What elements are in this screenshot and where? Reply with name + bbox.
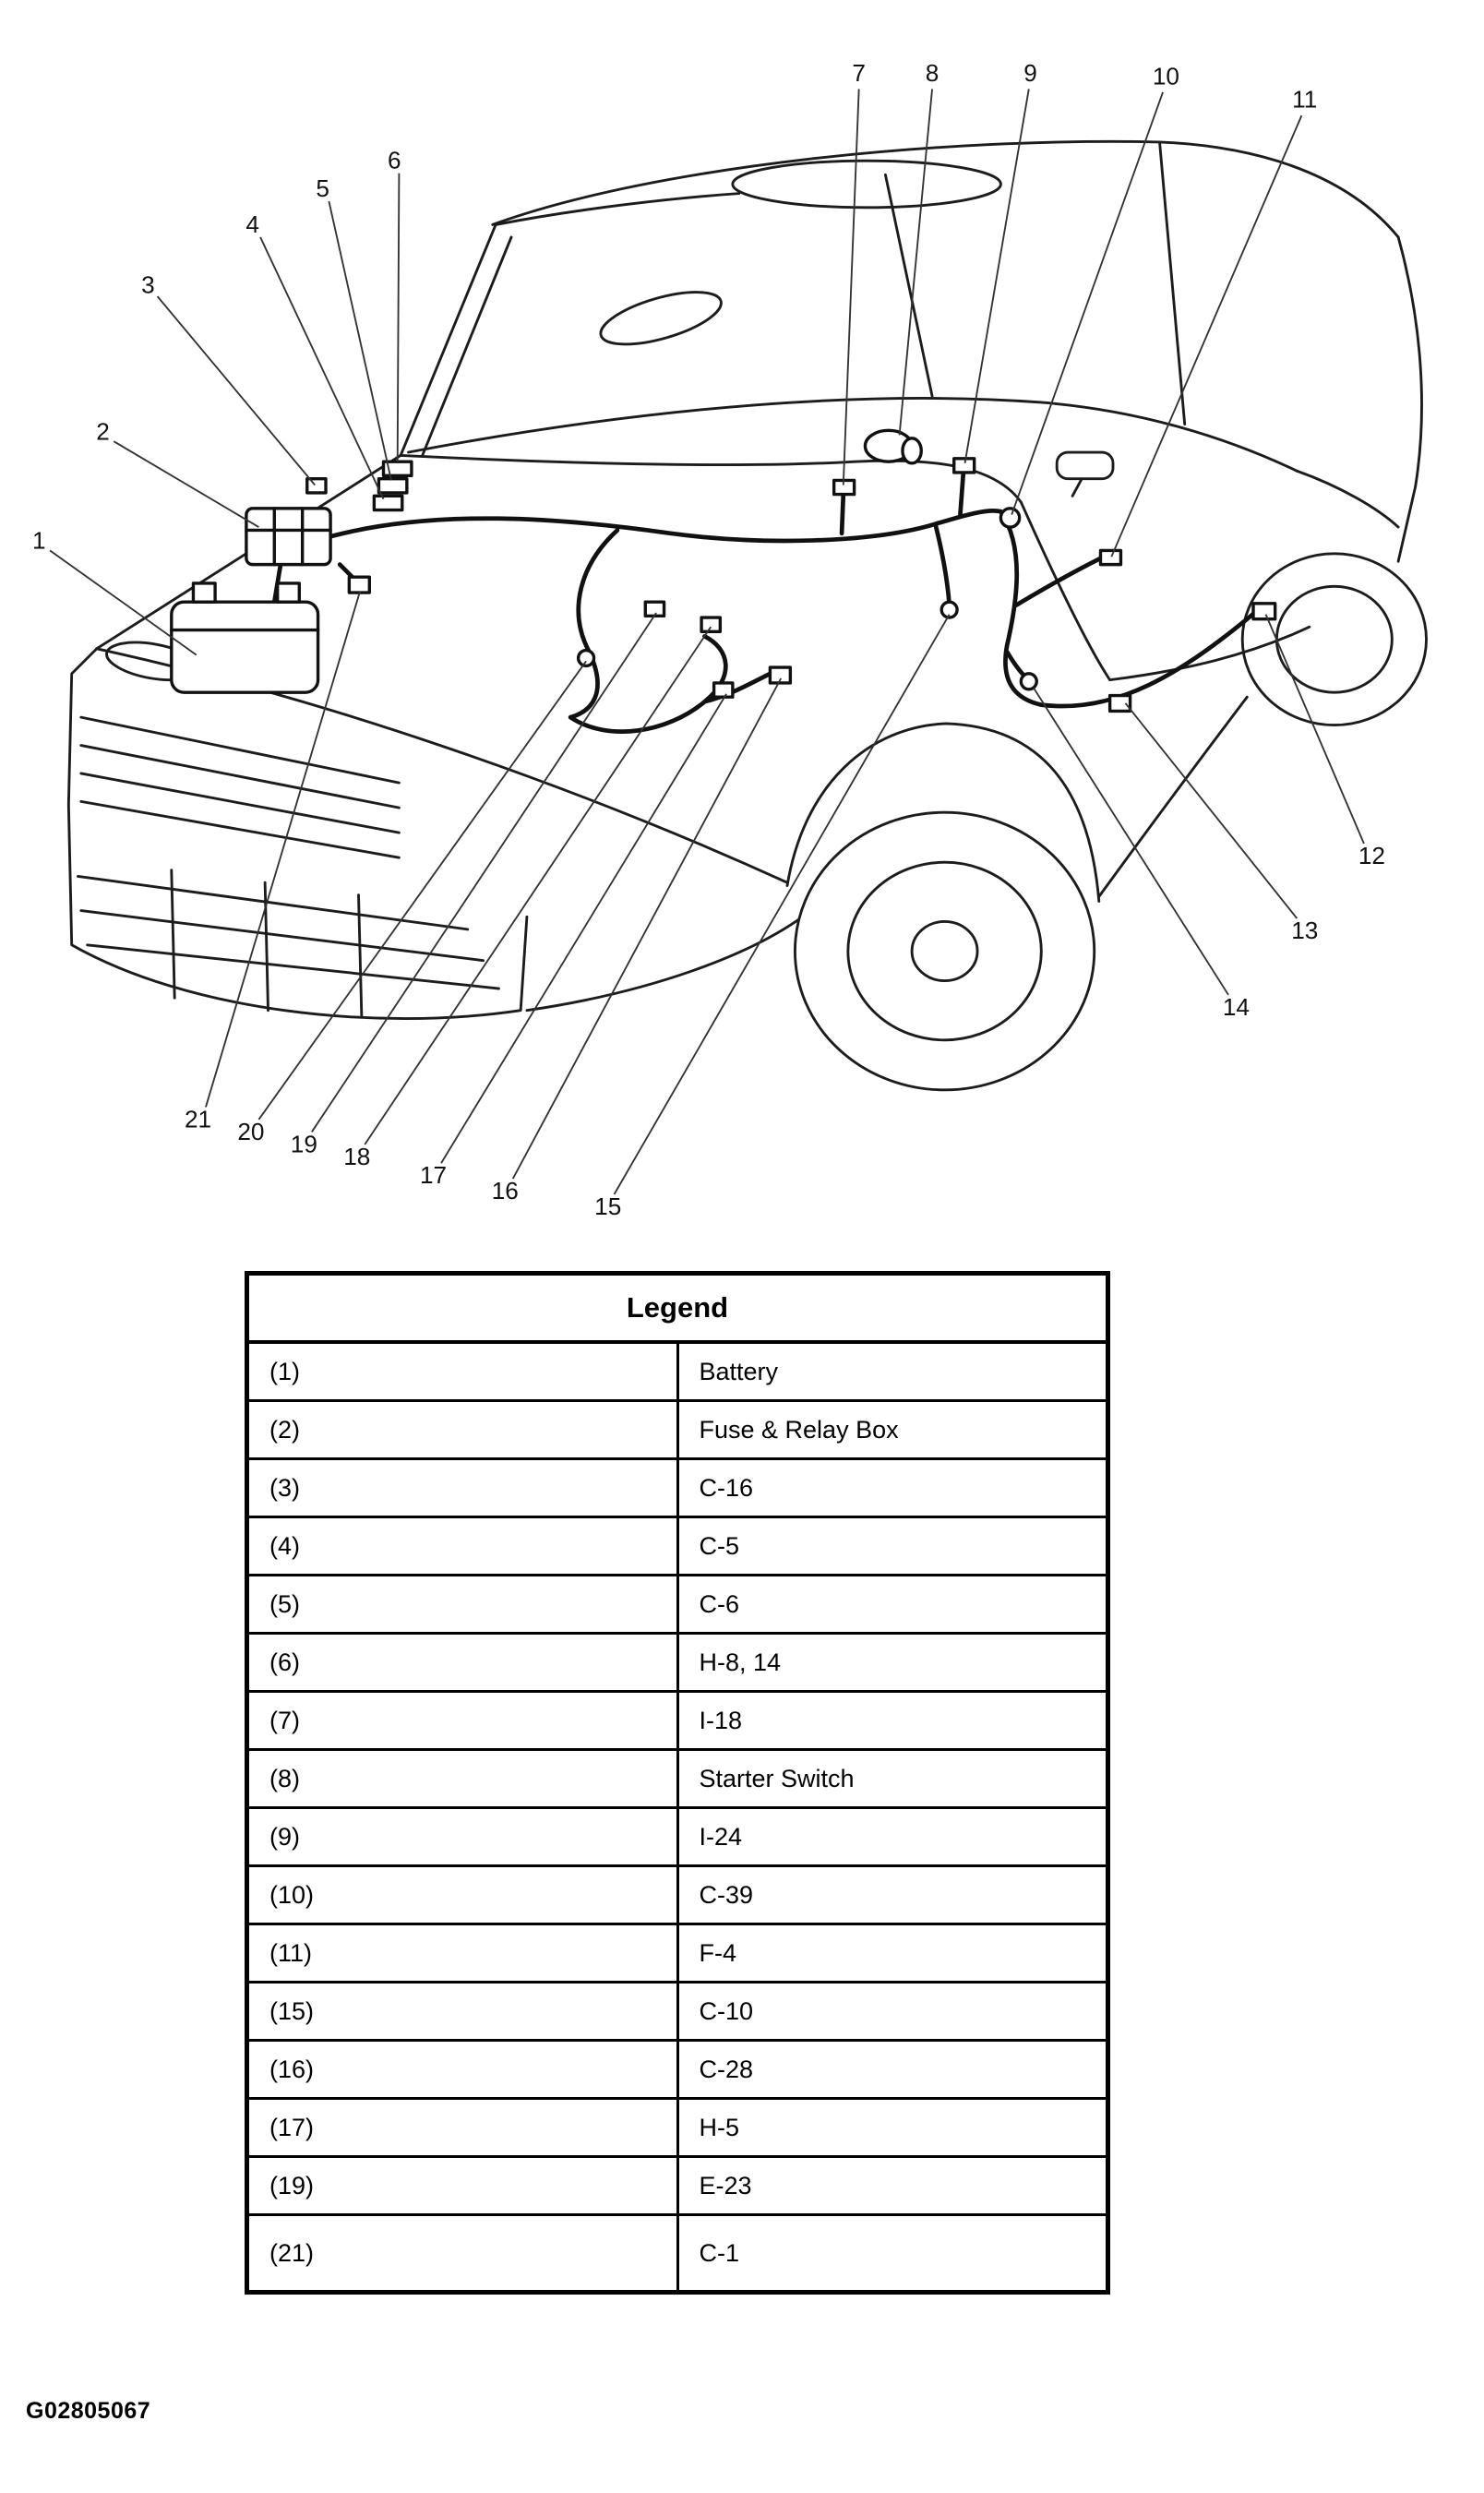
legend-row <box>247 1459 1108 1517</box>
front-wheel-outer <box>795 812 1094 1090</box>
figure-code: G02805067 <box>26 2398 151 2424</box>
legend-cell-label: I-24 <box>677 1808 1108 1866</box>
leader-11 <box>1111 115 1301 557</box>
callout-18: 18 <box>343 1142 371 1170</box>
legend-row <box>247 1750 1108 1808</box>
starter-switch-key <box>903 438 921 463</box>
legend-row <box>247 1924 1108 1983</box>
grille-slat <box>81 801 400 857</box>
legend-cell-label: H-5 <box>677 2099 1108 2157</box>
c-pillar <box>1160 144 1185 425</box>
lower-valence <box>527 920 798 1011</box>
callout-7: 7 <box>852 59 866 88</box>
harness-branch-7 <box>842 495 844 533</box>
connector-20 <box>579 651 594 666</box>
side-mirror <box>1057 452 1113 479</box>
legend-row <box>247 1983 1108 2041</box>
windshield-header <box>496 194 738 225</box>
harness-main-cowl <box>330 510 1000 541</box>
leader-20 <box>258 661 586 1120</box>
callout-1: 1 <box>31 526 46 555</box>
connector-21 <box>349 577 369 593</box>
callout-12: 12 <box>1358 841 1385 869</box>
front-wheel-hub <box>912 921 977 980</box>
legend-cell-label: C-39 <box>677 1866 1108 1924</box>
rocker-line <box>1099 697 1247 896</box>
fuse-relay-box <box>246 509 330 565</box>
connector-17 <box>714 683 733 697</box>
legend-row <box>247 1808 1108 1866</box>
grille-slat <box>81 717 400 783</box>
connector-14 <box>1021 674 1036 689</box>
mirror-stem <box>1072 479 1082 497</box>
legend-cell-label: C-1 <box>677 2215 1108 2293</box>
legend-cell-label: H-8, 14 <box>677 1634 1108 1692</box>
harness-branch-15 <box>935 524 949 605</box>
legend-cell-no: (7) <box>247 1692 678 1750</box>
harness-engine-loop <box>570 636 725 731</box>
connector-13 <box>1110 696 1131 712</box>
legend-row <box>247 2099 1108 2157</box>
quarter-line <box>1297 471 1398 527</box>
legend-cell-label: Battery <box>677 1342 1108 1401</box>
legend-row <box>247 1692 1108 1750</box>
callout-15: 15 <box>594 1192 622 1220</box>
legend-cell-no: (6) <box>247 1634 678 1692</box>
legend-row <box>247 1342 1108 1401</box>
a-pillar <box>401 224 496 455</box>
bumper-line <box>81 911 484 961</box>
legend-cell-no: (2) <box>247 1401 678 1459</box>
connector-10 <box>1000 509 1019 527</box>
roof-line <box>493 141 1398 237</box>
legend-table <box>245 1271 1110 2295</box>
leader-17 <box>441 694 726 1163</box>
legend-cell-no: (21) <box>247 2215 678 2293</box>
leader-19 <box>312 613 656 1132</box>
legend-title: Legend <box>247 1274 1108 1343</box>
rear-edge <box>1398 237 1421 561</box>
grille-slat <box>81 773 400 833</box>
callout-11: 11 <box>1292 85 1318 114</box>
callout-4: 4 <box>245 210 259 238</box>
legend-cell-label: F-4 <box>677 1924 1108 1983</box>
harness-branch-11 <box>1016 558 1100 605</box>
battery <box>172 602 318 692</box>
legend-cell-label: C-28 <box>677 2041 1108 2099</box>
leader-12 <box>1266 615 1364 844</box>
legend-row <box>247 1634 1108 1692</box>
connector-9 <box>954 459 975 473</box>
legend-cell-no: (11) <box>247 1924 678 1983</box>
wiring-harness <box>274 473 1256 732</box>
legend-cell-label: I-18 <box>677 1692 1108 1750</box>
leader-14 <box>1034 688 1228 995</box>
rear-wheel-outer <box>1242 554 1426 725</box>
a-pillar-inner <box>423 237 511 455</box>
legend-cell-no: (17) <box>247 2099 678 2157</box>
legend-cell-label: E-23 <box>677 2157 1108 2215</box>
legend-cell-label: C-10 <box>677 1983 1108 2041</box>
legend-row <box>247 1401 1108 1459</box>
connector-4 <box>374 496 401 509</box>
battery-terminal <box>278 583 300 602</box>
leader-16 <box>513 678 782 1179</box>
callout-5: 5 <box>316 174 329 203</box>
callout-14: 14 <box>1222 992 1250 1021</box>
callout-13: 13 <box>1291 917 1319 945</box>
legend-cell-no: (3) <box>247 1459 678 1517</box>
leader-4 <box>260 237 383 499</box>
legend-row <box>247 2157 1108 2215</box>
callout-20: 20 <box>237 1117 265 1145</box>
callout-3: 3 <box>141 270 155 299</box>
connector-18 <box>701 617 720 631</box>
legend-cell-label: Fuse & Relay Box <box>677 1401 1108 1459</box>
callout-10: 10 <box>1152 62 1179 90</box>
leader-13 <box>1126 703 1298 918</box>
legend-cell-no: (16) <box>247 2041 678 2099</box>
legend-cell-label: Starter Switch <box>677 1750 1108 1808</box>
legend-header-row <box>247 1274 1108 1343</box>
legend-cell-label: C-16 <box>677 1459 1108 1517</box>
callout-21: 21 <box>184 1105 212 1133</box>
legend-row <box>247 1576 1108 1634</box>
rear-wheel-inner <box>1276 586 1392 692</box>
harness-engine-loop <box>570 530 617 717</box>
leader-6 <box>398 174 400 461</box>
leader-5 <box>329 201 391 480</box>
legend-cell-no: (5) <box>247 1576 678 1634</box>
b-pillar <box>885 174 932 396</box>
legend-row <box>247 1866 1108 1924</box>
leader-15 <box>614 615 949 1194</box>
front-face <box>68 649 527 1019</box>
steering-wheel <box>595 282 726 354</box>
legend-cell-label: C-6 <box>677 1576 1108 1634</box>
bumper-tick <box>358 895 361 1017</box>
legend-row <box>247 2215 1108 2293</box>
leader-3 <box>158 296 316 485</box>
legend-cell-label: C-5 <box>677 1517 1108 1576</box>
legend-row <box>247 2041 1108 2099</box>
connector-5 <box>378 479 406 493</box>
firewall-to-floor <box>1021 502 1109 680</box>
bumper-line <box>88 945 499 989</box>
leader-7 <box>844 89 859 485</box>
leader-18 <box>365 627 711 1145</box>
legend-cell-no: (9) <box>247 1808 678 1866</box>
legend-row <box>247 1517 1108 1576</box>
harness-branch-9 <box>960 473 963 515</box>
callout-2: 2 <box>96 417 110 446</box>
legend-cell-no: (1) <box>247 1342 678 1401</box>
battery-terminal <box>193 583 215 602</box>
leader-2 <box>114 441 258 527</box>
grille-slat <box>81 746 400 809</box>
sunroof <box>733 161 1001 208</box>
cowl-line <box>401 455 1021 502</box>
front-wheel-inner <box>848 862 1041 1040</box>
callout-16: 16 <box>491 1177 519 1205</box>
connector-11 <box>1100 550 1120 564</box>
legend-cell-no: (4) <box>247 1517 678 1576</box>
connector-3 <box>307 479 326 493</box>
callout-17: 17 <box>420 1161 448 1190</box>
callout-6: 6 <box>388 146 401 174</box>
legend-cell-no: (15) <box>247 1983 678 2041</box>
callout-19: 19 <box>290 1130 317 1158</box>
legend-cell-no: (8) <box>247 1750 678 1808</box>
legend-cell-no: (10) <box>247 1866 678 1924</box>
callout-8: 8 <box>925 59 939 88</box>
legend-cell-no: (19) <box>247 2157 678 2215</box>
leader-1 <box>50 550 197 654</box>
connector-12 <box>1253 604 1275 619</box>
callout-9: 9 <box>1023 59 1037 88</box>
